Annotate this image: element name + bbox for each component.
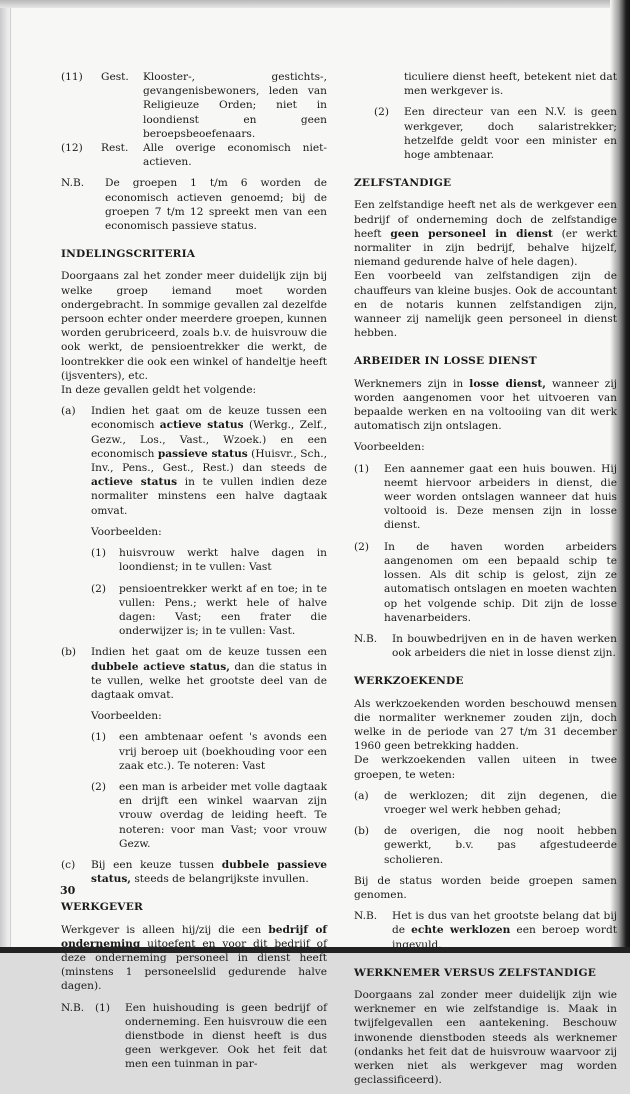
heading-werknemer-versus-zelfstandige: WERKNEMER VERSUS ZELFSTANDIGE — [354, 966, 597, 979]
example-text: pensioentrekker werkt af en toe; in te vullen: Pens.; werkt hele of halve dagen: Vast; een frater die onderwijzer is; in te vullen: Vast. — [119, 582, 327, 638]
heading-werkgever: WERKGEVER — [61, 901, 144, 914]
werkgever-definition: Werkgever is alleen hij/zij die een bedrijf of onderneming uitoefent en voor dit bedrijf of deze onderneming personeel in dienst heeft (minstens 1 personeelslid gedurende halve dagen). — [61, 923, 327, 993]
werkzoekende-group-b — [354, 824, 617, 867]
nb-text: In bouwbedrijven en in de haven werken ook arbeiders die niet in losse dienst zijn. — [392, 632, 617, 660]
nb-item-label: (1) — [95, 1001, 111, 1014]
code-entry-11 — [61, 70, 327, 141]
werkzoekende-status-note: Bij de status worden beide groepen samen genomen. — [354, 874, 617, 901]
example-label: (2) — [91, 582, 107, 595]
group-text: de werklozen; dit zijn degenen, die vroeger wel werk hebben gehad; — [384, 789, 617, 816]
example-item — [91, 730, 327, 773]
example-label: (1) — [354, 462, 370, 475]
nb-item-text: Een huishouding is geen bedrijf of onderneming. Een huisvrouw die een dienstbode in dienst heeft is dus geen werkgever. Ook het feit dat men een tuinman in par- — [125, 1001, 327, 1071]
zelfstandige-example: Een voorbeeld van zelfstandigen zijn de chauffeurs van kleine busjes. Ook de accountant en de notaris kunnen zelfstandigen zijn, wanneer zij namelijk geen personeel in dienst hebben. — [354, 270, 617, 340]
nb-item-label: (2) — [374, 106, 390, 119]
examples-label: Voorbeelden: — [91, 710, 162, 723]
example-text: een ambtenaar oefent 's avonds een vrij beroep uit (boekhouding voor een zaak etc.). Te noteren: Vast — [119, 731, 327, 772]
nb-label: N.B. — [61, 177, 85, 190]
code-description: Alle overige economisch niet-actieven. — [143, 142, 327, 169]
werkzoekende-nb — [354, 909, 617, 952]
criterion-label: (a) — [61, 405, 76, 418]
code-number: (11) — [61, 71, 83, 83]
code-description: Klooster-, gestichts-, gevangenisbewoners, leden van Religieuze Orden; niet in loondienst en geen beroepsbeoefenaars. — [143, 71, 327, 140]
group-label: (b) — [354, 825, 370, 838]
example-item — [91, 546, 327, 574]
example-label: (1) — [91, 547, 107, 560]
group-label: (a) — [354, 789, 369, 802]
losse-dienst-definition: Werknemers zijn in losse dienst, wanneer zij worden aangenomen voor het uitvoeren van bepaalde werken en na voltooiing van dit werk automatisch zijn ontslagen. — [354, 377, 618, 433]
werkgever-nb-1 — [61, 1001, 327, 1072]
example-text: huisvrouw werkt halve dagen in loondienst; in te vullen: Vast — [119, 547, 327, 574]
code-number: (12) — [61, 142, 83, 155]
example-item — [354, 540, 617, 625]
nb-label: N.B. — [61, 1001, 85, 1014]
criterion-c — [61, 858, 327, 886]
example-item — [91, 780, 327, 851]
example-text: een man is arbeider met volle dagtaak en drijft een winkel waarvan zijn vrouw overdag de leiding heeft. Te noteren: voor man Vast; voor vrouw Gezw. — [119, 780, 327, 850]
right-column — [354, 70, 617, 1094]
code-abbrev: Gest. — [101, 71, 129, 83]
nb-label: N.B. — [354, 910, 378, 923]
heading-zelfstandige: ZELFSTANDIGE — [354, 177, 452, 190]
heading-indelingscriteria: INDELINGSCRITERIA — [61, 248, 196, 261]
examples-label: Voorbeelden: — [91, 525, 162, 538]
example-item — [354, 462, 617, 533]
page-number: 30 — [60, 884, 76, 897]
code-entry-12 — [61, 141, 327, 169]
nb-text: Het is dus van het grootste belang dat bij de echte werklozen een beroep wordt ingevuld. — [392, 910, 618, 951]
zelfstandige-definition: Een zelfstandige heeft net als de werkgever een bedrijf of onderneming doch de zelfstandige heeft geen personeel in dienst (er werkt normaliter in zijn bedrijf, behalve hijzelf, niemand gedurende halve of hele dagen). — [354, 199, 617, 269]
indelingscriteria-intro: Doorgaans zal het zonder meer duidelijk zijn bij welke groep iemand moet worden ondergebracht. In sommige gevallen zal dezelfde persoon echter onder meerdere groepen, kunnen worden gerubriceerd, zoals b.v. de huisvrouw die ook werkt, de pensioentrekker die werkt, de loontrekker die ook een winkel of handeltje heeft (ijsventers), etc. — [61, 270, 327, 382]
losse-dienst-nb — [354, 632, 617, 660]
criterion-text: Indien het gaat om de keuze tussen een dubbele actieve status, dan die status in te vullen, welke het grootste deel van de dagtaak omvat. — [91, 646, 327, 701]
example-label: (1) — [91, 731, 107, 744]
heading-werkzoekende: WERKZOEKENDE — [354, 675, 464, 688]
example-label: (2) — [91, 780, 107, 793]
werkzoekende-definition: Als werkzoekenden worden beschouwd mensen die normaliter werknemer zouden zijn, doch welke in de periode van 27 t/m 31 december 1960 geen betrekking hadden. — [354, 697, 617, 753]
werkgever-nb-1-continued: ticuliere dienst heeft, betekent niet dat men werkgever is. — [404, 71, 617, 98]
example-item — [91, 582, 327, 639]
group-text: de overigen, die nog nooit hebben gewerkt, b.v. pas afgestudeerde scholieren. — [384, 825, 617, 866]
criterion-b — [61, 645, 327, 702]
criterion-text: Indien het gaat om de keuze tussen een economisch actieve status (Werkg., Zelf., Gezw., Los., Vast., Wzoek.) en een economisch passieve status (Huisvr., Sch., Inv., Pens., Gest., Rest.) dan steeds de actieve status in te vullen indien deze normaliter minstens een halve dagtaak omvat. — [91, 405, 328, 517]
heading-losse-dienst: ARBEIDER IN LOSSE DIENST — [354, 355, 537, 368]
page-top-shadow — [0, 0, 630, 8]
werkgever-nb-2 — [374, 105, 617, 162]
werkzoekende-group-a — [354, 789, 617, 817]
criterion-label: (b) — [61, 646, 77, 659]
nb-text: De groepen 1 t/m 6 worden de economisch actieven genoemd; bij de groepen 7 t/m 12 spreekt men van een economisch passieve status. — [105, 177, 327, 233]
example-text: In de haven worden arbeiders aangenomen om een bepaald schip te lossen. Als dit schip is gelost, zijn ze automatisch ontslagen en moeten wachten op het volgende schip. Dit zijn de losse havenarbeiders. — [384, 540, 617, 624]
indelingscriteria-intro2: In deze gevallen geldt het volgende: — [61, 384, 257, 397]
nb-groups-note — [61, 176, 327, 233]
nb-item-text: Een directeur van een N.V. is geen werkgever, doch salaristrekker; hetzelfde geldt voor een minister en hoge ambtenaar. — [404, 106, 617, 162]
example-text: Een aannemer gaat een huis bouwen. Hij neemt hiervoor arbeiders in dienst, die weer worden ontslagen wanneer dat huis voltooid is. Deze mensen zijn in losse dienst. — [384, 462, 617, 532]
werkzoekende-groups-intro: De werkzoekenden vallen uiteen in twee groepen, te weten: — [354, 754, 617, 781]
werknemer-versus-text: Doorgaans zal zonder meer duidelijk zijn wie werknemer en wie zelfstandige is. Maak in twijfelgevallen een aantekening. Beschouw inwonende dienstboden steeds als werknemer (ondanks het feit dat de huisvrouw waarvoor zij werken niet als werkgever mag worden geclassificeerd). — [354, 988, 617, 1087]
nb-label: N.B. — [354, 632, 378, 645]
left-column — [61, 70, 327, 1079]
example-label: (2) — [354, 540, 370, 553]
code-abbrev: Rest. — [101, 142, 129, 155]
examples-label: Voorbeelden: — [354, 441, 425, 454]
criterion-a — [61, 404, 327, 518]
criterion-label: (c) — [61, 858, 76, 871]
criterion-text: Bij een keuze tussen dubbele passieve status, steeds de belangrijkste invullen. — [91, 858, 327, 886]
